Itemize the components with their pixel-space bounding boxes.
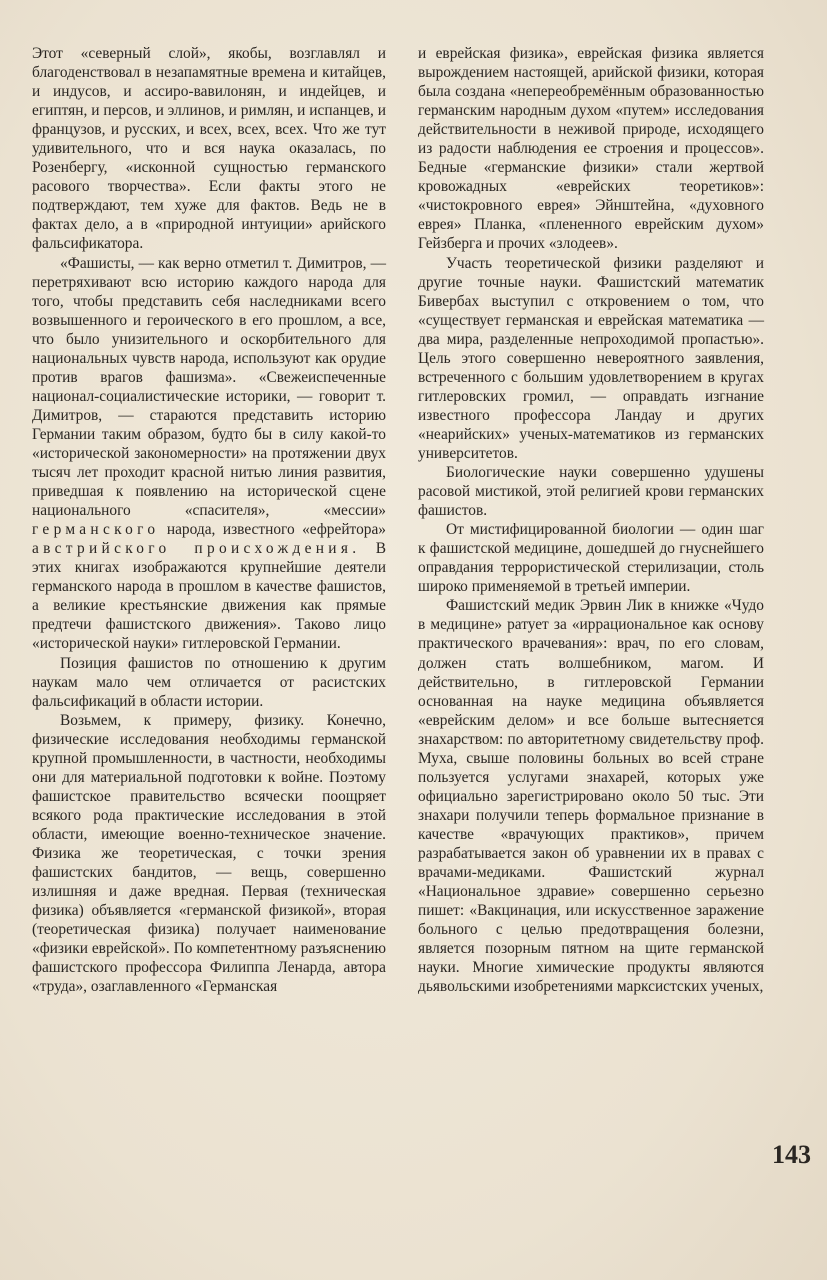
paragraph: От мистифицированной биологии — один шаг к фашистской медицине, дошедшей до гнуснейшего оправдания террористической стерилизации, столь широко применяемой в третьей империи.	[418, 521, 764, 596]
spaced-text: австрийского происхождения	[32, 540, 353, 558]
text-run: . В этих книгах изображаются крупнейшие деятели германского народа в прошлом в качестве фашистов, а великие крестьянские движения как прямые предтечи фашистского движения». Таково лицо «исторической науки» гитлеровской Германии.	[32, 540, 386, 653]
paragraph: Биологические науки совершенно удушены расовой мистикой, этой религией крови германских фашистов.	[418, 464, 764, 520]
paragraph: Фашистский медик Эрвин Лик в книжке «Чудо в медицине» ратует за «иррациональное как основу практического врачевания»: врач, по его словам, должен стать волшебником, магом. И действительно, в гитлеровской Германии основанная на науке медицина объявляется «еврейским делом» и все больше вытесняется знахарством: по авторитетному свидетельству проф. Муха, свыше половины больных во всей стране пользуется услугами знахарей, которых уже официально зарегистрировано около 50 тыс. Эти знахари получили теперь формальное признание в качестве «врачующих практиков», причем разрабатывается закон об уравнении их в правах с врачами-медиками. Фашистский журнал «Национальное здравие» совершенно серьезно пишет: «Вакцинация, или искусственное заражение больного с целью предотвращения болезни, является позорным пятном на щите германской науки. Многие химические продукты являются дьявольскими изобретениями марксистских ученых,	[418, 597, 764, 996]
text-run: народа, известного «ефрейтора»	[159, 521, 386, 539]
paragraph-dimitrov-quote	[32, 254, 386, 654]
paragraph: и еврейская физика», еврейская физика является вырождением настоящей, арийской физики, которая была создана «непереобремённым образованностью германским народным духом «путем» исследования действительности в неживой природе, исходящего из радости наблюдения ее строения и процессов». Бедные «германские физики» стали жертвой кровожадных «еврейских теоретиков»: «чистокровного еврея» Эйнштейна, «духовного еврея» Планка, «плененного еврейским духом» Гейзберга и прочих «злодеев».	[418, 45, 764, 253]
spaced-text: германского	[32, 521, 160, 539]
page-number: 143	[772, 1140, 811, 1169]
paragraph: Этот «северный слой», якобы, возглавлял и благоденствовал в незапамятные времена и китайцев, и индусов, и ассиро-вавилонян, и индейцев, и египтян, и персов, и эллинов, и римлян, и испанцев, и французов, и русских, и всех, всех, всех. Что же тут удивительного, что и вся наука оказалась, по Розенбергу, «исконной сущностью германского расового творчества». Если факты этого не подтверждают, тем хуже для фактов. Ведь не в фактах дело, а в «природной интуиции» арийского фальсификатора.	[32, 45, 386, 253]
text-run: «Фашисты, — как верно отметил т. Димитров, — перетряхивают всю историю каждого народа для того, чтобы представить себя наследниками всего возвышенного и героического в его прошлом, а все, что было унизительного и оскорбительного для национальных чувств народа, используют как орудие против врагов фашизма». «Свежеиспеченные национал-социалистические историки, — говорит т. Димитров, — стараются представить историю Германии таким образом, будто бы в силу какой-то «исторической закономерности» на протяжении двух тысяч лет проходит красной нитью линия развития, приведшая к появлению на исторической сцене национального «спасителя», «мессии»	[32, 254, 386, 520]
paragraph: Участь теоретической физики разделяют и другие точные науки. Фашистский математик Бивербах выступил с откровением о том, что «существует германская и еврейская математика — два мира, разделенные непроходимой пропастью». Цель этого совершенно невероятного заявления, встреченного с большим удовлетворением в кругах гитлеровских громил, — оправдать изгнание известного профессора Ландау и других «неарийских» ученых-математиков из германских университетов.	[418, 254, 764, 462]
paragraph: Возьмем, к примеру, физику. Конечно, физические исследования необходимы германской крупной промышленности, в частности, необходимы они для материальной подготовки к войне. Поэтому фашистское правительство всячески поощряет всякого рода практические исследования в этой области, имеющие военно-техническое значение. Физика же теоретическая, с точки зрения фашистских бандитов, — вещь, совершенно излишняя и даже вредная. Первая (техническая физика) объявляется «германской физикой», вторая (теоретическая физика) получает наименование «физики еврейской». По компетентному разъяснению фашистского профессора Филиппа Ленарда, автора «труда», озаглавленного «Германская	[32, 711, 386, 996]
left-column	[32, 44, 386, 996]
paragraph: Позиция фашистов по отношению к другим наукам мало чем отличается от расистских фальсификаций в области истории.	[32, 654, 386, 710]
right-column	[418, 44, 764, 996]
